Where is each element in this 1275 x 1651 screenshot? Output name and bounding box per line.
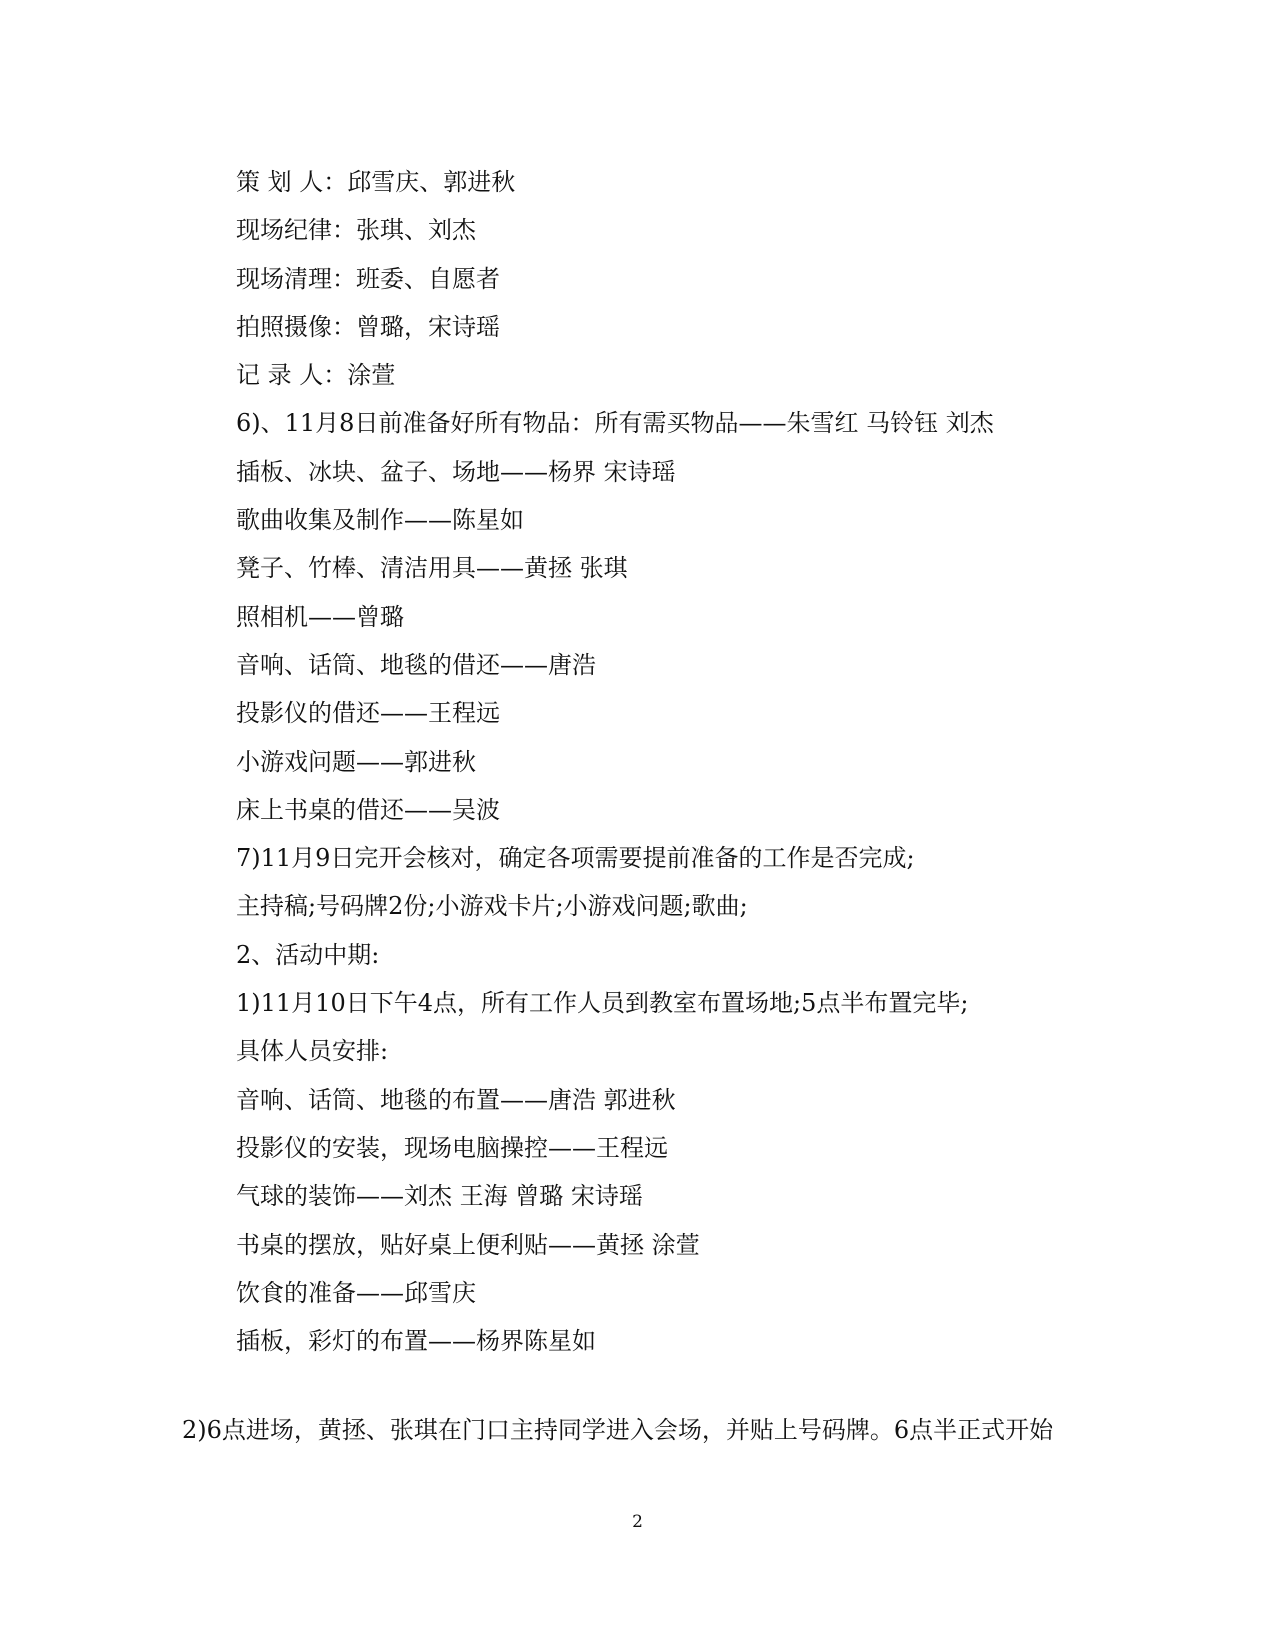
text-line: 投影仪的安装，现场电脑操控——王程远 [236, 1133, 668, 1162]
text-line: 6)、11月8日前准备好所有物品：所有需买物品——朱雪红 马铃钰 刘杰 [236, 409, 994, 438]
body-text [236, 158, 1136, 1365]
text-line: 音响、话筒、地毯的布置——唐浩 郭进秋 [236, 1085, 676, 1114]
text-line: 插板、冰块、盆子、场地——杨界 宋诗瑶 [236, 457, 676, 486]
text-line: 插板，彩灯的布置——杨界陈星如 [236, 1327, 596, 1356]
text-line: 投影仪的借还——王程远 [236, 699, 500, 728]
text-line: 歌曲收集及制作——陈星如 [236, 506, 524, 535]
page-number: 2 [632, 1512, 643, 1532]
text-line: 音响、话筒、地毯的借还——唐浩 [236, 650, 596, 679]
text-line: 1)11月10日下午4点，所有工作人员到教室布置场地;5点半布置完毕; [236, 989, 969, 1018]
final-paragraph: 2)6点进场，黄拯、张琪在门口主持同学进入会场，并贴上号码牌。6点半正式开始 [182, 1416, 1054, 1444]
text-line: 饮食的准备——邱雪庆 [236, 1278, 476, 1307]
text-line: 床上书桌的借还——吴波 [236, 795, 500, 824]
text-line: 策 划 人：邱雪庆、郭进秋 [236, 168, 516, 196]
text-line: 记 录 人：涂萱 [236, 361, 396, 390]
text-line: 2、活动中期: [236, 940, 380, 969]
text-line: 现场清理：班委、自愿者 [236, 264, 500, 293]
text-line: 小游戏问题——郭进秋 [236, 747, 476, 776]
text-line: 凳子、竹棒、清洁用具——黄拯 张琪 [236, 554, 628, 583]
text-line: 7)11月9日完开会核对，确定各项需要提前准备的工作是否完成; [236, 844, 915, 873]
text-line: 拍照摄像：曾璐，宋诗瑶 [236, 312, 500, 341]
text-line: 具体人员安排: [236, 1037, 389, 1066]
text-line: 主持稿;号码牌2份;小游戏卡片;小游戏问题;歌曲; [236, 892, 748, 921]
text-line: 气球的装饰——刘杰 王海 曾璐 宋诗瑶 [236, 1182, 643, 1211]
text-line: 现场纪律：张琪、刘杰 [236, 216, 476, 245]
text-line: 照相机——曾璐 [236, 602, 404, 631]
text-line: 书桌的摆放，贴好桌上便利贴——黄拯 涂萱 [236, 1230, 700, 1259]
